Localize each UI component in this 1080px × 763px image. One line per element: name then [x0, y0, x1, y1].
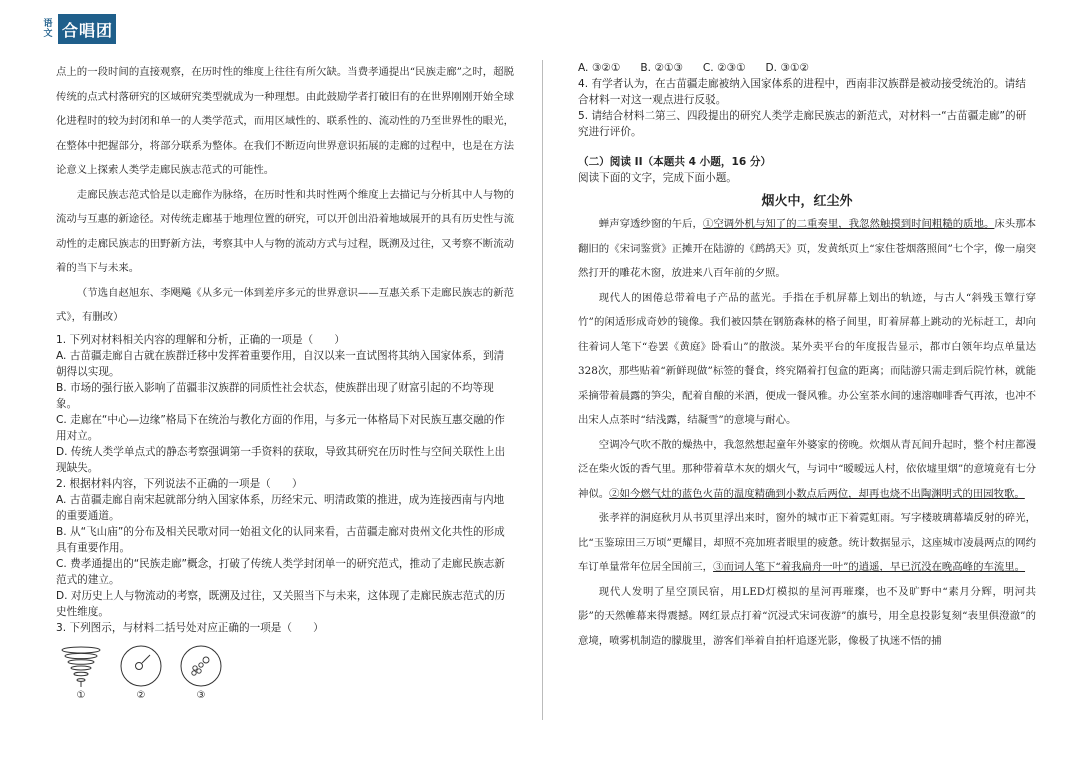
material-source: （节选自赵旭东、李飓飚《从多元一体到差序多元的世界意识——互惠关系下走廊民族志的新范式》，有删改） — [56, 286, 514, 323]
question-1-option-d[interactable]: D. 传统人类学单点式的静态考察强调第一手资料的获取，导致其研究在历时性与空间关联性上出现缺失。 — [56, 445, 506, 474]
underlined-sentence-2: ②如今燃气灶的蓝色火苗的温度精确到小数点后两位，却再也烧不出陶渊明式的田园牧歌。 — [609, 487, 1025, 500]
figure-2 — [118, 644, 164, 701]
question-2-stem: 2. 根据材料内容，下列说法不正确的一项是（ ） — [56, 477, 303, 490]
question-2-option-d[interactable]: D. 对历史上人与物流动的考察，既溯及过往，又关照当下与未来，这体现了走廊民族志范式的历史性维度。 — [56, 589, 506, 618]
right-column — [578, 60, 1037, 647]
underlined-sentence-1: ①空调外机与知了的二重奏里，我忽然触摸到时间粗糙的质地。 — [702, 218, 995, 230]
circle-dot-icon — [119, 644, 163, 688]
material-paragraph-1: 点上的一段时间的直接观察，在历时性的维度上往往有所欠缺。当费孝通提出“民族走廊”之时，超脱传统的点式村落研究的区域研究类型就成为一种理想。由此鼓励学者打破旧有的在世界刚刚开始全球化进程时的较为封闭和单一的人类学范式，而用区域性的、联系性的、流动性的乃至世界性的眼光，在整体中把握部分，将部分联系为整体。在我们不断迈向世界意识拓展的走廊的过程中，也是在方法论意义上探索人类学走廊民族志范式的可能性。 — [56, 66, 514, 176]
tornado-icon — [59, 644, 103, 688]
logo-tag-bottom: 文 — [43, 29, 53, 39]
section-heading: （二）阅读 II（本题共 4 小题，16 分） — [578, 156, 772, 168]
question-3-options — [578, 60, 1036, 76]
question-2-option-b[interactable]: B. 从“飞山庙”的分布及相关民歌对同一始祖文化的认同来看，古苗疆走廊对贵州文化共性的形成具有重要作用。 — [56, 525, 505, 554]
circle-cluster-icon — [179, 644, 223, 688]
logo-name: 合唱团 — [62, 20, 114, 40]
article-paragraph-2: 现代人的困倦总带着电子产品的蓝光。手指在手机屏幕上划出的轨迹，与古人“斜残玉簟行穿竹”的闲适形成奇妙的镜像。我们被囚禁在钢筋森林的格子间里，盯着屏幕上跳动的光标赶工，却向往着词人笔下“卷罢《黄庭》卧看山”的散淡。某外卖平台的年度报告显示，都市白领年均点单量达328次，那些贴着“新鲜现做”标签的餐食，终究隔着打包盒的距离；而陆游只需走到后院竹林，就能采摘带着晨露的笋尖，配着自酿的米酒，便成一餐风雅。办公室茶水间的速溶咖啡香气再浓，也冲不出宋人点茶时“结浅露，结凝雪”的意境与耐心。 — [578, 291, 1036, 426]
question-5: 5. 请结合材料二第三、四段提出的研究人类学走廊民族志的新范式，对材料一“古苗疆走廊”的研究进行评价。 — [578, 110, 1027, 138]
article-paragraph-1: 蝉声穿透纱窗的午后，①空调外机与知了的二重奏里，我忽然触摸到时间粗糙的质地。床头那本翻旧的《宋词鉴赏》正摊开在陆游的《鹧鸪天》页，发黄纸页上“家住苍烟落照间”七个字，像一扇突然打开的雕花木窗，放进来八百年前的夕照。 — [578, 218, 1037, 279]
question-1-stem: 1. 下列对材料相关内容的理解和分析，正确的一项是（ ） — [56, 333, 345, 346]
article-paragraph-5: 现代人发明了星空顶民宿，用LED灯模拟的星河再璀璨，也不及旷野中“素月分辉，明河共影”的天然帷幕来得震撼。网红景点打着“沉浸式宋词夜游”的旗号，用全息投影复刻“表里俱澄澈”的意境，喷雾机制造的朦胧里，游客们举着自拍杆追逐光影，像极了执迷不悟的捕 — [578, 585, 1036, 647]
question-3 — [56, 620, 514, 636]
left-column — [56, 60, 514, 701]
question-4: 4. 有学者认为，在古苗疆走廊被纳入国家体系的进程中，西南非汉族群是被动接受统治的。请结合材料一对这一观点进行反驳。 — [578, 78, 1026, 106]
question-3-stem: 3. 下列图示，与材料二括号处对应正确的一项是（ ） — [56, 621, 324, 634]
logo-tag-top: 语 — [43, 19, 53, 29]
article-title: 烟火中，红尘外 — [761, 194, 853, 209]
figure-1-label: ① — [76, 689, 86, 701]
column-divider — [542, 60, 543, 720]
question-1 — [56, 332, 514, 476]
q3-option-a[interactable]: A. ③②① — [578, 62, 621, 74]
q3-option-c[interactable]: C. ②③① — [702, 62, 746, 74]
article-paragraph-3: 空调冷气吹不散的燥热中，我忽然想起童年外婆家的傍晚。炊烟从青瓦间升起时，整个村庄都漫泛在柴火饭的香气里。那种带着草木灰的烟火气，与词中“暧暧远人村，依依墟里烟”的意境竟有七分神似。②如今燃气灶的蓝色火苗的温度精确到小数点后两位，却再也烧不出陶渊明式的田园牧歌。 — [578, 438, 1036, 500]
q3-option-d[interactable]: D. ③①② — [765, 62, 809, 74]
underlined-sentence-3: ③而词人笔下“着我扁舟一叶”的逍遥，早已沉没在晚高峰的车流里。 — [713, 561, 1026, 573]
material-paragraph-2: 走廊民族志范式恰是以走廊作为脉络，在历时性和共时性两个维度上去描记与分析其中人与物的流动与互惠的新途径。对传统走廊基于地理位置的研究，可以开创出沿着地域展开的具有历史性与流动性的走廊民族志的田野新方法，考察其中人与物的流动方式与过程，既溯及过往，又考察不断流动着的当下与未来。 — [56, 188, 514, 274]
section-instruction: 阅读下面的文字，完成下面小题。 — [578, 172, 737, 184]
question-2 — [56, 476, 514, 620]
question-1-option-a[interactable]: A. 古苗疆走廊自古就在族群迁移中发挥着重要作用，自汉以来一直试图将其纳入国家体系，到清朝得以实现。 — [56, 349, 505, 378]
q3-option-b[interactable]: B. ②①③ — [640, 62, 683, 74]
logo-tag — [38, 14, 58, 44]
figure-2-label: ② — [136, 689, 146, 701]
figure-1 — [58, 644, 104, 701]
article-paragraph-4: 张孝祥的洞庭秋月从书页里浮出来时，窗外的城市正下着霓虹雨。写字楼玻璃幕墙反射的碎光，比“玉鉴琼田三万顷”更耀目，却照不亮加班者眼里的疲惫。统计数据显示，这座城市凌晨两点的网约车订单量常年位居全国前三，③而词人笔下“着我扁舟一叶”的逍遥，早已沉没在晚高峰的车流里。 — [578, 512, 1036, 573]
question-3-figures — [58, 644, 514, 701]
question-1-option-c[interactable]: C. 走廊在“中心—边缘”格局下在统治与教化方面的作用，与多元一体格局下对民族互惠交融的作用对立。 — [56, 413, 505, 442]
brand-logo — [38, 14, 116, 44]
question-1-option-b[interactable]: B. 市场的强行嵌入影响了苗疆非汉族群的同质性社会状态，使族群出现了财富引起的不均等现象。 — [56, 381, 494, 410]
figure-3 — [178, 644, 224, 701]
figure-3-label: ③ — [196, 689, 206, 701]
question-2-option-a[interactable]: A. 古苗疆走廊自南宋起就部分纳入国家体系，历经宋元、明清政策的推进，成为连接西南与内地的重要通道。 — [56, 493, 505, 522]
question-2-option-c[interactable]: C. 费孝通提出的“民族走廊”概念，打破了传统人类学封闭单一的研究范式，推动了走廊民族志新范式的建立。 — [56, 557, 505, 586]
